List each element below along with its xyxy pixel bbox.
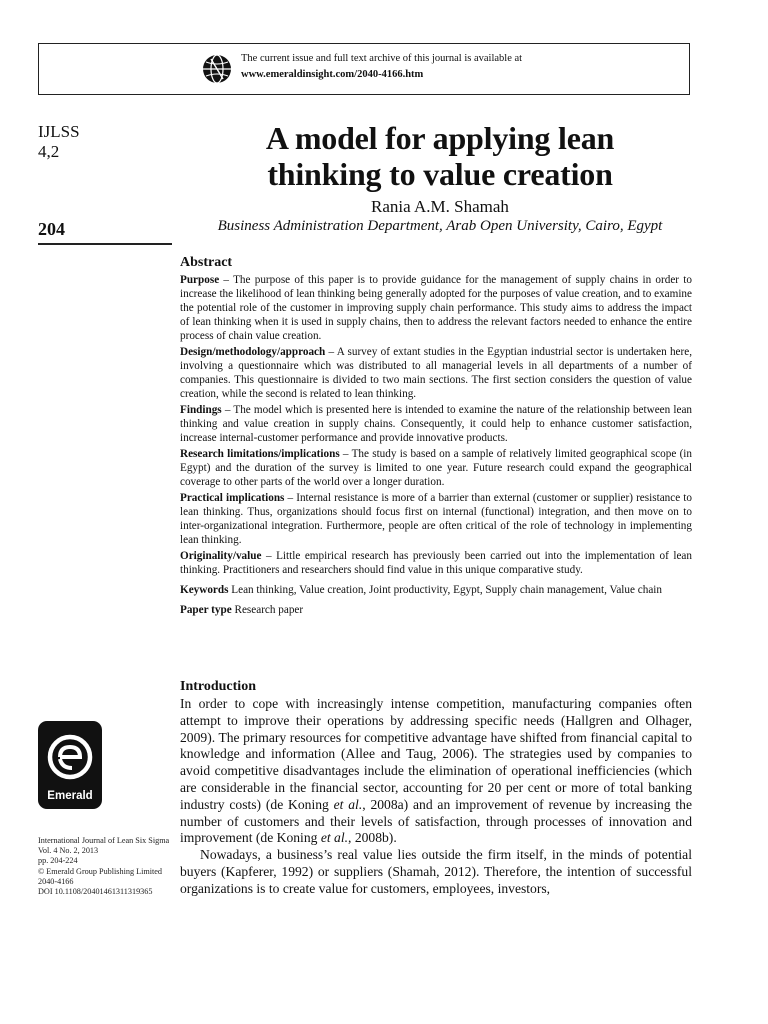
citation-et-al: et al. [320, 830, 349, 846]
author-affiliation: Business Administration Department, Arab Open University, Cairo, Egypt [217, 218, 663, 234]
abstract-design [180, 345, 692, 401]
section-label: Originality/value [180, 550, 262, 562]
abstract-purpose [180, 273, 692, 343]
abstract-heading: Abstract [180, 255, 233, 270]
keywords [180, 583, 692, 597]
globe-icon [202, 54, 232, 84]
paper-title [190, 120, 690, 192]
introduction-heading: Introduction [180, 679, 256, 694]
introduction-paragraph-2: Nowadays, a business’s real value lies outside the firm itself, in the minds of potential buyers (Kapferer, 1992) or suppliers (Shamah, 2012). Therefore, the intention of successful organizations is to create value for customers, employees, investors, [180, 847, 692, 896]
paper-type-label: Paper type [180, 604, 232, 616]
paragraph-text: , 2008b). [348, 830, 397, 846]
abstract [180, 255, 692, 617]
journal-url-link[interactable]: www.emeraldinsight.com/2040-4166.htm [241, 69, 424, 80]
issn-line: 2040-4166 [38, 876, 74, 886]
volume-issue: 4,2 [38, 142, 60, 161]
emerald-logo-icon [38, 721, 102, 809]
journal-info [38, 836, 178, 897]
journal-abbreviation: IJLSS [38, 122, 80, 141]
page-number: 204 [38, 219, 65, 239]
doi-line: DOI 10.1108/20401461311319365 [38, 887, 153, 897]
section-label: Research limitations/implications [180, 448, 340, 460]
abstract-limitations [180, 447, 692, 489]
page-number-rule [38, 243, 172, 245]
pages-line: pp. 204-224 [38, 856, 78, 866]
author-name: Rania A.M. Shamah [371, 197, 509, 216]
section-text: – The study is based on a sample of relatively limited geographical scope (in Egypt) and the duration of the survey is limited to one year. Future research could expand the geographical coverage to other parts of the world over a longer duration. [180, 448, 692, 488]
journal-archive-banner [38, 43, 690, 95]
journal-full-name: International Journal of Lean Six Sigma [38, 836, 170, 845]
keywords-label: Keywords [180, 584, 229, 596]
paragraph-text: , 2008a) and an improvement of revenue by increasing the number of customers and their levels of satisfaction, through processes of innovation and improvement (de Koning [180, 796, 692, 846]
section-label: Purpose [180, 274, 220, 286]
keywords-text: Lean thinking, Value creation, Joint productivity, Egypt, Supply chain management, Value chain [228, 584, 663, 596]
section-text: – Internal resistance is more of a barrier than external (customer or supplier) resistance to lean thinking. Thus, organizations should focus first on internal (functional) integration, and then move on to inter-organizational integration. Furthermore, people are often critical of the role of technology in implementing lean thinking. [180, 492, 692, 546]
section-text: – A survey of extant studies in the Egyptian industrial sector is undertaken here, involving a questionnaire which was distributed to all managerial levels in all departments of a number of companies. This questionnaire is divided to two main sections. The first section considers the question of value creation, while the second is related to lean thinking. [180, 346, 692, 400]
paper-type-text: Research paper [231, 604, 304, 616]
section-text: – The model which is presented here is intended to examine the nature of the relationship between lean thinking and value creation in supply chains. Consequently, it could help to enhance customer satisfaction, increase internal-customer performance and provide innovative products. [180, 404, 692, 444]
section-label: Practical implications [180, 492, 285, 504]
journal-code [38, 122, 158, 162]
paragraph-text: In order to cope with increasingly intense competition, manufacturing companies often attempt to improve their operations by addressing specific needs (Hallgren and Olhager, 2009). The primary resources for competitive advantage have shifted from financial capital to knowledge and information (Allee and Taug, 2006). The strategies used by companies to avoid competitive disadvantages include the elimination of operational inefficiencies (which are considerable in the financial sector, accounting for 20 per cent or more of total banking industry costs) (de Koning [180, 696, 692, 812]
citation-et-al: et al. [333, 796, 363, 812]
introduction-paragraph-1 [180, 696, 692, 847]
section-label: Design/methodology/approach [180, 346, 326, 358]
section-text: – The purpose of this paper is to provide guidance for the management of supply chains in order to increase the likelihood of lean thinking being generally adopted for the purposes of value creation, and to examine the potential role of the customer in improving supply chain performance. This study aims to address the impact of lean thinking when it is used in supply chains, then to address the relevant factors needed to enhance the entire process of chain value creation. [180, 274, 692, 342]
paper-type [180, 603, 692, 617]
copyright-line: © Emerald Group Publishing Limited [38, 866, 163, 876]
title-line-2: thinking to value creation [267, 156, 613, 192]
volume-line: Vol. 4 No. 2, 2013 [38, 846, 99, 856]
abstract-findings [180, 403, 692, 445]
section-text: – Little empirical research has previously been carried out into the implementation of lean thinking. Practitioners and researchers should find value in this unique comparative study. [180, 550, 692, 576]
abstract-originality [180, 549, 692, 577]
banner-text: The current issue and full text archive of this journal is available at [241, 53, 523, 64]
title-line-1: A model for applying lean [265, 120, 615, 156]
publisher-name: Emerald [47, 790, 93, 802]
abstract-practical [180, 491, 692, 547]
section-label: Findings [180, 404, 222, 416]
introduction-section [180, 679, 692, 898]
